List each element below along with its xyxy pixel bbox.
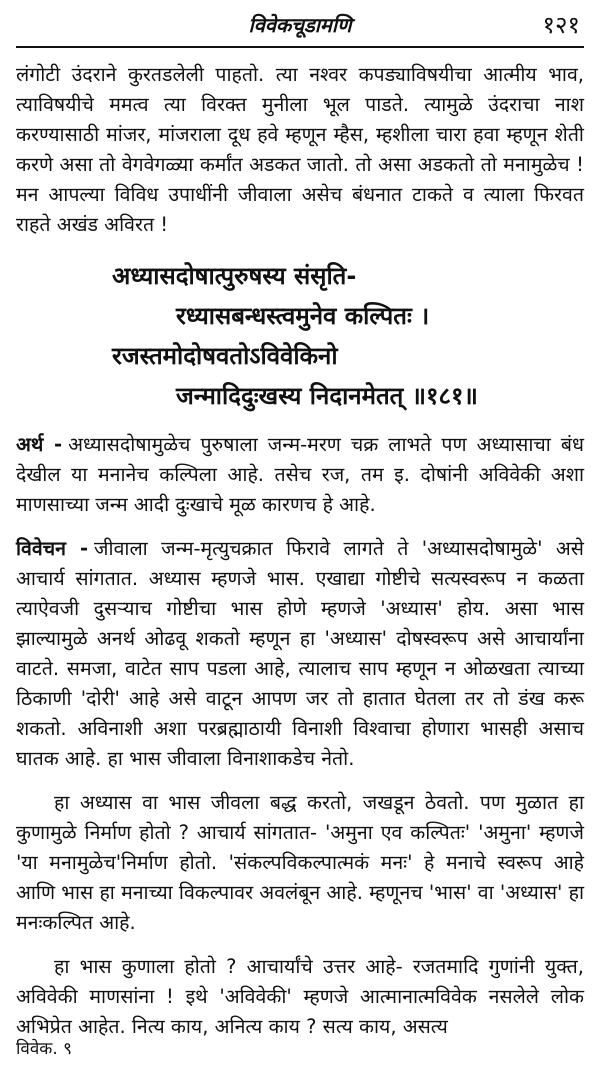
- verse-line: जन्मादिदुःखस्य निदानमेतत् ॥१८१॥: [176, 382, 478, 410]
- footer-signature: विवेक. ९: [16, 1039, 73, 1059]
- header-rule: [16, 46, 584, 48]
- continuation-paragraph: लंगोटी उंदराने कुरतडलेली पाहतो. त्या नश्वर कपड्याविषयीचा आत्मीय भाव, त्याविषयीचे ममत्व त्या विरक्त मुनीला भूल पाडते. त्यामुळे उंदराचा नाश करण्यासाठी मांजर, मांजराला दूध हवे म्हणून म्हैस, म्हशीला चारा हवा म्हणून शेती करणे असा तो वेगवेगळ्या कर्मांत अडकत जातो. तो असा अडकतो तो मनामुळेच ! मन आपल्या विविध उपाधींनी जीवाला असेच बंधनात टाकते व त्याला फिरवत राहते अखंड अविरत !: [16, 63, 584, 236]
- page-header: [16, 8, 584, 50]
- meaning-text: अध्यासदोषामुळेच पुरुषाला जन्म-मरण चक्र लाभते पण अध्यासाचा बंध देखील या मनानेच कल्पिला आहे. तसेच रज, तम इ. दोषांनी अविवेकी अशा माणसाच्या जन्म आदी दुःखाचे मूळ कारणच हे आहे.: [16, 433, 584, 516]
- meaning-label: अर्थ -: [16, 433, 63, 456]
- running-title: विवेकचूडामणि: [248, 13, 352, 37]
- commentary-paragraph: [16, 534, 584, 774]
- meaning-paragraph: [16, 430, 584, 520]
- verse-line: रध्यासबन्धस्त्वमुनेव कल्पितः ।: [176, 302, 430, 330]
- page-content: [16, 60, 584, 1042]
- body-paragraph-3: हा भास कुणाला होतो ? आचार्यांचे उत्तर आहे- रजतमादि गुणांनी युक्त, अविवेकी माणसांना ! इथे 'अविवेकी' म्हणजे आत्मानात्मविवेक नसलेले लोक अभिप्रेत आहेत. नित्य काय, अनित्य काय ? सत्य काय, असत्य: [16, 955, 584, 1038]
- page-number: १२१: [542, 11, 580, 39]
- verse-line: अध्यासदोषात्पुरुषस्य संसृति-: [112, 262, 357, 290]
- commentary-label: विवेचन -: [16, 537, 89, 560]
- sanskrit-verse: [16, 256, 584, 416]
- body-paragraph-2: हा अध्यास वा भास जीवला बद्ध करतो, जखडून ठेवतो. पण मुळात हा कुणामुळे निर्माण होतो ? आचार्य सांगतात- 'अमुना एव कल्पितः' 'अमुना' म्हणजे 'या मनामुळेच'निर्माण होतो. 'संकल्पविकल्पात्मकं मनः' हे मनाचे स्वरूप आहे आणि भास हा मनाच्या विकल्पावर अवलंबून आहे. म्हणूनच 'भास' वा 'अध्यास' हा मनःकल्पित आहे.: [16, 791, 584, 934]
- commentary-text: जीवाला जन्म-मृत्युचक्रात फिरावे लागते ते 'अध्यासदोषामुळे' असे आचार्य सांगतात. अध्यास म्हणजे भास. एखाद्या गोष्टीचे सत्यस्वरूप न कळता त्याऐवजी दुसऱ्याच गोष्टीचा भास होणे म्हणजे 'अध्यास' होय. असा भास झाल्यामुळे अनर्थ ओढवू शकतो म्हणून हा 'अध्यास' दोषस्वरूप असे आचार्यांना वाटते. समजा, वाटेत साप पडला आहे, त्यालाच साप म्हणून न ओळखता त्याच्या ठिकाणी 'दोरी' आहे असे वाटून आपण जर तो हातात घेतला तर तो डंख करू शकतो. अविनाशी अशा परब्रह्माठायी विनाशी विश्वाचा होणारा भासही असाच घातक आहे. हा भास जीवाला विनाशाकडेच नेतो.: [16, 537, 584, 770]
- verse-line: रजस्तमोदोषवतोऽविवेकिनो: [112, 342, 338, 370]
